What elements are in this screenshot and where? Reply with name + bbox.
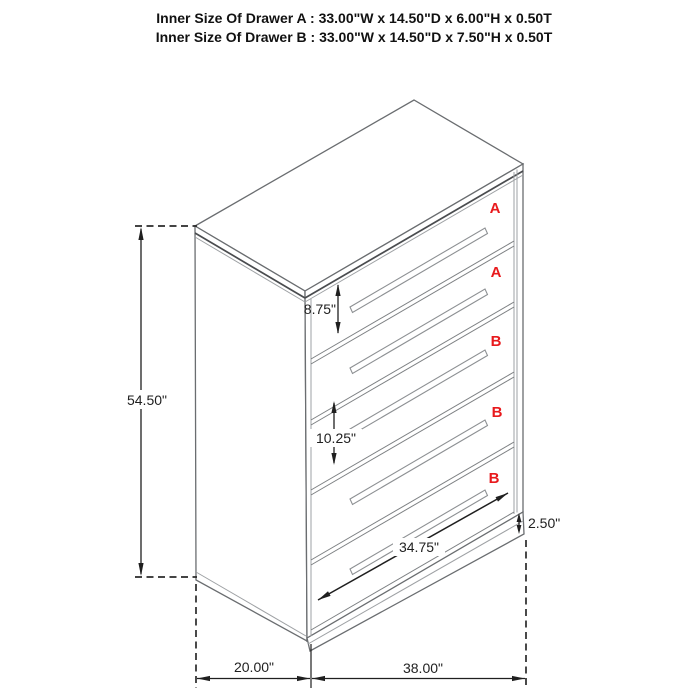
drawer-a-height-value: 8.75": [303, 301, 336, 317]
chest-drawing: [195, 100, 524, 651]
overall-height-value: 54.50": [126, 392, 168, 408]
drawer-label-a2: A: [490, 264, 502, 281]
dim-overall-depth: [197, 659, 310, 681]
base-height-value: 2.50": [528, 515, 561, 531]
dim-overall-height: [122, 226, 197, 577]
drawer-front-width-value: 34.75": [398, 539, 440, 555]
drawer-label-b3: B: [488, 470, 500, 487]
header-line-drawer-b: Inner Size Of Drawer B : 33.00"W x 14.50"D x 7.50"H x 0.50T: [155, 29, 553, 45]
drawer-b-height-value: 10.25": [315, 430, 357, 446]
overall-depth-value: 20.00": [233, 659, 275, 675]
drawer-label-b1: B: [490, 333, 502, 350]
overall-width-value: 38.00": [402, 660, 444, 676]
drawer-label-a1: A: [489, 200, 501, 217]
drawer-label-b2: B: [491, 404, 503, 421]
chest-side-face: [195, 226, 307, 641]
header-line-drawer-a: Inner Size Of Drawer A : 33.00"W x 14.50"D x 6.00"H x 0.50T: [156, 10, 552, 26]
dim-overall-width: [312, 660, 525, 681]
